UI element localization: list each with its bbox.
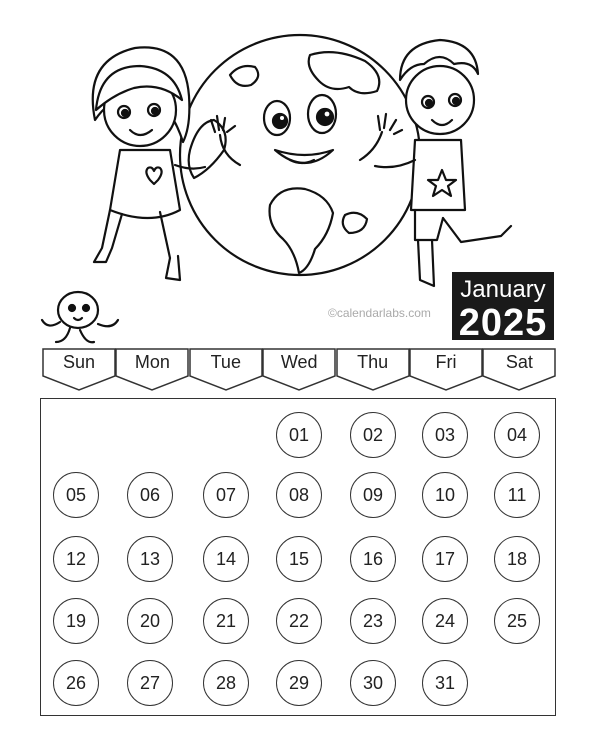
octopus-figure [42,292,118,342]
weekday-label-tue [189,348,263,392]
day-circle: 09 [350,472,396,518]
weekday-label-wed [262,348,336,392]
earth-globe [180,35,420,275]
day-circle: 23 [350,598,396,644]
day-circle: 22 [276,598,322,644]
day-circle: 08 [276,472,322,518]
day-circle: 18 [494,536,540,582]
weekday-label-text: Sat [505,352,533,372]
weekday-label-thu [336,348,410,392]
weekday-label-text: Sun [62,352,96,372]
day-circle: 01 [276,412,322,458]
day-circle: 04 [494,412,540,458]
day-circle: 26 [53,660,99,706]
calendar-grid [40,398,556,716]
day-circle: 13 [127,536,173,582]
day-circle: 28 [203,660,249,706]
day-circle: 05 [53,472,99,518]
day-circle: 31 [422,660,468,706]
day-circle: 14 [203,536,249,582]
day-circle: 11 [494,472,540,518]
day-circle: 16 [350,536,396,582]
day-circle: 30 [350,660,396,706]
day-circle: 25 [494,598,540,644]
weekday-label-text: Mon [134,352,170,372]
weekday-label-fri [409,348,483,392]
weekday-label-text: Wed [280,352,318,372]
day-circle: 17 [422,536,468,582]
day-circle: 03 [422,412,468,458]
day-circle: 02 [350,412,396,458]
day-circle: 06 [127,472,173,518]
watermark-text: ©calendarlabs.com [328,306,431,320]
weekday-label-text: Tue [210,352,241,372]
day-circle: 19 [53,598,99,644]
year-title: 2025 [458,302,548,344]
weekday-label-text: Thu [357,352,389,372]
day-circle: 07 [203,472,249,518]
weekday-label-mon [115,348,189,392]
day-circle: 29 [276,660,322,706]
weekday-label-sat [482,348,556,392]
month-year-banner [452,272,554,344]
day-circle: 24 [422,598,468,644]
weekday-label-text: Fri [435,352,457,372]
day-circle: 15 [276,536,322,582]
day-circle: 10 [422,472,468,518]
weekday-header-row [42,348,556,392]
day-circle: 12 [53,536,99,582]
day-circle: 27 [127,660,173,706]
day-circle: 21 [203,598,249,644]
day-circle: 20 [127,598,173,644]
month-title: January [460,276,546,303]
weekday-label-sun [42,348,116,392]
